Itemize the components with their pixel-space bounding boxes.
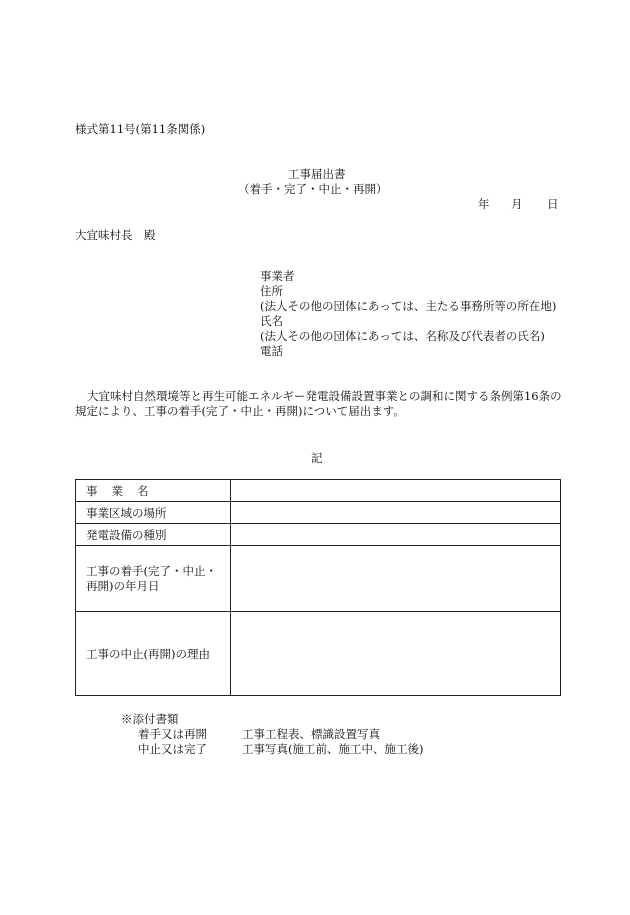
attachment-item bbox=[121, 742, 423, 757]
project-area-field[interactable] bbox=[231, 502, 561, 524]
attachments-block bbox=[121, 712, 423, 757]
row-label-project-area: 事業区域の場所 bbox=[76, 502, 231, 524]
attachment-type: 着手又は再開 bbox=[138, 727, 207, 741]
work-date-label-line-1: 工事の着手(完了・中止・ bbox=[86, 563, 217, 578]
document-title: 工事届出書 bbox=[288, 167, 346, 181]
work-date-field[interactable] bbox=[231, 546, 561, 612]
date-month: 月 bbox=[511, 197, 523, 211]
date-day: 日 bbox=[547, 197, 559, 211]
applicant-name-label: 氏名 bbox=[260, 314, 283, 328]
table-row bbox=[76, 502, 561, 524]
attachment-type: 中止又は完了 bbox=[138, 742, 207, 756]
row-label-project-name: 事業名 bbox=[76, 480, 231, 502]
applicant-address-label: 住所 bbox=[260, 284, 283, 298]
applicant-address-note: (法人その他の団体にあっては、主たる事務所等の所在地) bbox=[260, 299, 557, 313]
table-row bbox=[76, 524, 561, 546]
body-line-2: 規定により、工事の着手(完了・中止・再開)について届出ます。 bbox=[75, 404, 405, 418]
applicant-name-note: (法人その他の団体にあっては、名称及び代表者の氏名) bbox=[260, 329, 545, 343]
addressee: 大宜味村長 殿 bbox=[75, 228, 156, 242]
body-line-1: 大宜味村自然環境等と再生可能エネルギー発電設備設置事業との調和に関する条例第16条の bbox=[87, 389, 562, 403]
date-year: 年 bbox=[478, 197, 490, 211]
attachment-docs: 工事写真(施工前、施工中、施工後) bbox=[242, 742, 424, 756]
equipment-type-field[interactable] bbox=[231, 524, 561, 546]
project-name-field[interactable] bbox=[231, 480, 561, 502]
body-text bbox=[75, 389, 562, 419]
work-date-label-line-2: 再開)の年月日 bbox=[86, 578, 160, 593]
applicant-block bbox=[260, 269, 556, 359]
notification-table bbox=[75, 479, 561, 696]
applicant-phone-label: 電話 bbox=[260, 344, 283, 358]
table-row bbox=[76, 546, 561, 612]
attachment-item bbox=[121, 727, 423, 742]
suspension-reason-field[interactable] bbox=[231, 612, 561, 696]
row-label-work-date bbox=[76, 546, 231, 612]
applicant-label: 事業者 bbox=[260, 269, 295, 283]
form-number: 様式第11号(第11条関係) bbox=[75, 122, 206, 136]
attachments-heading: ※添付書類 bbox=[121, 712, 179, 726]
attachment-docs: 工事工程表、標識設置写真 bbox=[242, 727, 380, 741]
document-subtitle: （着手・完了・中止・再開） bbox=[238, 182, 388, 196]
table-row bbox=[76, 612, 561, 696]
table-row bbox=[76, 480, 561, 502]
ki-heading: 記 bbox=[311, 451, 323, 465]
row-label-suspension-reason: 工事の中止(再開)の理由 bbox=[76, 612, 231, 696]
row-label-equipment-type: 発電設備の種別 bbox=[76, 524, 231, 546]
